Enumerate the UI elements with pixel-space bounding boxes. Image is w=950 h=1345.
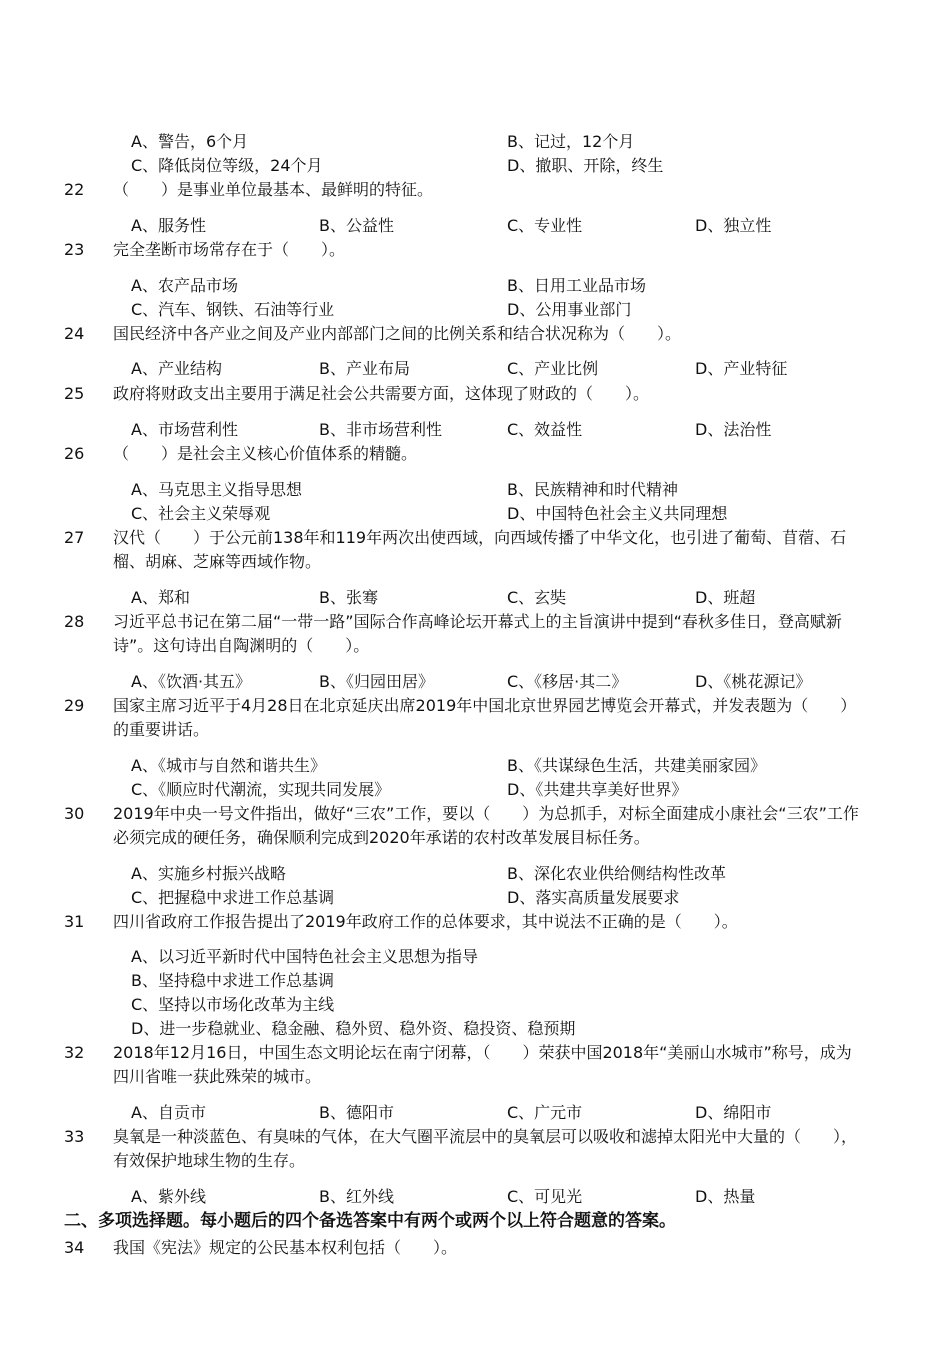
- q23-number: 23: [64, 240, 85, 259]
- q32-text: 2018年12月16日，中国生态文明论坛在南宁闭幕，（ ）荣获中国2018年“美丽山水城市”称号，成为四川省唯一获此殊荣的城市。: [113, 1043, 852, 1086]
- q26-text: （ ）是社会主义核心价值体系的精髓。: [113, 444, 418, 463]
- q26-option-d: D、中国特色社会主义共同理想: [507, 504, 728, 523]
- q25-option-b: B、非市场营利性: [319, 420, 442, 439]
- q26-option-a: A、马克思主义指导思想: [131, 480, 302, 499]
- q31-option-a: A、以习近平新时代中国特色社会主义思想为指导: [131, 947, 478, 966]
- q23-text: 完全垄断市场常存在于（ ）。: [113, 240, 346, 259]
- q25-option-c: C、效益性: [507, 420, 583, 439]
- q23-option-d: D、公用事业部门: [507, 300, 632, 319]
- q21-option-d: D、撤职、开除，终生: [507, 156, 664, 175]
- q30-option-d: D、落实高质量发展要求: [507, 888, 680, 907]
- q30-number: 30: [64, 804, 85, 823]
- q27-option-d: D、班超: [695, 588, 756, 607]
- q32-option-d: D、绵阳市: [695, 1103, 772, 1122]
- q22-option-b: B、公益性: [319, 216, 394, 235]
- q22-text: （ ）是事业单位最基本、最鲜明的特征。: [113, 180, 434, 199]
- q24-text: 国民经济中各产业之间及产业内部部门之间的比例关系和结合状况称为（ ）。: [113, 324, 682, 343]
- q31-text: 四川省政府工作报告提出了2019年政府工作的总体要求，其中说法不正确的是（ ）。: [113, 912, 738, 931]
- q22-number: 22: [64, 180, 85, 199]
- q28-option-c: C、《移居·其二》: [507, 672, 628, 691]
- q23-option-a: A、农产品市场: [131, 276, 238, 295]
- q24-option-a: A、产业结构: [131, 359, 222, 378]
- q21-option-c: C、降低岗位等级，24个月: [131, 156, 323, 175]
- q28-option-d: D、《桃花源记》: [695, 672, 812, 691]
- q24-number: 24: [64, 324, 85, 343]
- q29-text: 国家主席习近平于4月28日在北京延庆出席2019年中国北京世界园艺博览会开幕式，并发表题为（ ）的重要讲话。: [113, 696, 857, 739]
- q22-option-c: C、专业性: [507, 216, 583, 235]
- q24-option-c: C、产业比例: [507, 359, 599, 378]
- q30-option-b: B、深化农业供给侧结构性改革: [507, 864, 726, 883]
- q24-option-b: B、产业布局: [319, 359, 410, 378]
- q33-option-d: D、热量: [695, 1187, 756, 1206]
- q30-option-a: A、实施乡村振兴战略: [131, 864, 286, 883]
- q29-option-c: C、《顺应时代潮流，实现共同发展》: [131, 780, 391, 799]
- q21-option-b: B、记过，12个月: [507, 132, 635, 151]
- q27-option-c: C、玄奘: [507, 588, 567, 607]
- q32-number: 32: [64, 1043, 85, 1062]
- q25-option-a: A、市场营利性: [131, 420, 238, 439]
- q34-text: 我国《宪法》规定的公民基本权利包括（ ）。: [113, 1238, 458, 1257]
- q28-text: 习近平总书记在第二届“一带一路”国际合作高峰论坛开幕式上的主旨演讲中提到“春秋多佳日，登高赋新诗”。这句诗出自陶渊明的（ ）。: [113, 612, 842, 655]
- q27-number: 27: [64, 528, 85, 547]
- q33-text: 臭氧是一种淡蓝色、有臭味的气体，在大气圈平流层中的臭氧层可以吸收和滤掉太阳光中大量的（ ），有效保护地球生物的生存。: [113, 1127, 858, 1170]
- q31-option-c: C、坚持以市场化改革为主线: [131, 995, 335, 1014]
- q22-option-d: D、独立性: [695, 216, 772, 235]
- q23-option-b: B、日用工业品市场: [507, 276, 646, 295]
- q31-number: 31: [64, 912, 85, 931]
- q29-option-b: B、《共谋绿色生活，共建美丽家园》: [507, 756, 766, 775]
- q27-option-b: B、张骞: [319, 588, 378, 607]
- q22-option-a: A、服务性: [131, 216, 206, 235]
- q26-option-c: C、社会主义荣辱观: [131, 504, 271, 523]
- q25-option-d: D、法治性: [695, 420, 772, 439]
- q31-option-d: D、进一步稳就业、稳金融、稳外贸、稳外资、稳投资、稳预期: [131, 1019, 576, 1038]
- q32-option-c: C、广元市: [507, 1103, 583, 1122]
- q25-text: 政府将财政支出主要用于满足社会公共需要方面，这体现了财政的（ ）。: [113, 384, 650, 403]
- q28-number: 28: [64, 612, 85, 631]
- q29-number: 29: [64, 696, 85, 715]
- q33-number: 33: [64, 1127, 85, 1146]
- q33-option-b: B、红外线: [319, 1187, 394, 1206]
- q28-option-a: A、《饮酒·其五》: [131, 672, 252, 691]
- q33-option-c: C、可见光: [507, 1187, 583, 1206]
- q29-option-d: D、《共建共享美好世界》: [507, 780, 688, 799]
- q30-text: 2019年中央一号文件指出，做好“三农”工作，要以（ ）为总抓手，对标全面建成小康社会“三农”工作必须完成的硬任务，确保顺利完成到2020年承诺的农村改革发展目标任务。: [113, 804, 859, 847]
- q34-number: 34: [64, 1238, 85, 1257]
- q27-option-a: A、郑和: [131, 588, 190, 607]
- q31-option-b: B、坚持稳中求进工作总基调: [131, 971, 334, 990]
- q26-option-b: B、民族精神和时代精神: [507, 480, 678, 499]
- section-heading-multiple-choice: 二、多项选择题。每小题后的四个备选答案中有两个或两个以上符合题意的答案。: [64, 1211, 676, 1231]
- q24-option-d: D、产业特征: [695, 359, 788, 378]
- q25-number: 25: [64, 384, 85, 403]
- q21-option-a: A、警告，6个月: [131, 132, 249, 151]
- q23-option-c: C、汽车、钢铁、石油等行业: [131, 300, 335, 319]
- q32-option-b: B、德阳市: [319, 1103, 394, 1122]
- q29-option-a: A、《城市与自然和谐共生》: [131, 756, 326, 775]
- q27-text: 汉代（ ）于公元前138年和119年两次出使西域，向西域传播了中华文化，也引进了葡萄、苜蓿、石榴、胡麻、芝麻等西域作物。: [113, 528, 847, 571]
- q32-option-a: A、自贡市: [131, 1103, 206, 1122]
- q33-option-a: A、紫外线: [131, 1187, 206, 1206]
- q26-number: 26: [64, 444, 85, 463]
- q30-option-c: C、把握稳中求进工作总基调: [131, 888, 335, 907]
- q28-option-b: B、《归园田居》: [319, 672, 434, 691]
